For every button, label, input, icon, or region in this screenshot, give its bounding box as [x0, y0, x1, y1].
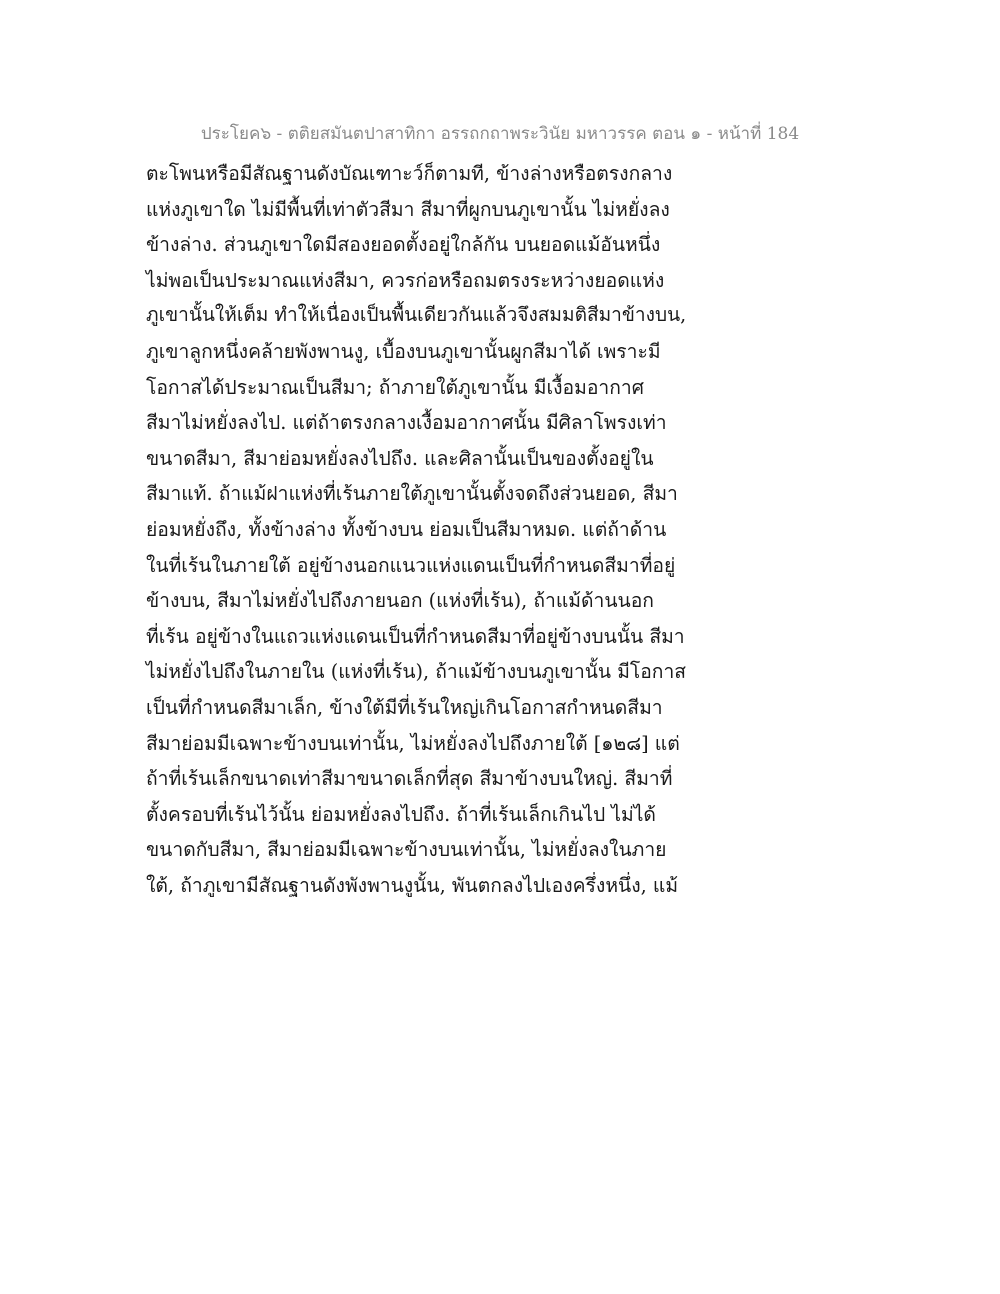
text-line: โอกาสได้ประมาณเป็นสีมา; ถ้าภายใต้ภูเขานั้น มีเงื้อมอากาศ	[146, 375, 644, 399]
text-line: ตะโพนหรือมีสัณฐานดังบัณเฑาะว์ก็ตามที, ข้างล่างหรือตรงกลาง	[146, 162, 673, 185]
text-line: ถ้าที่เร้นเล็กขนาดเท่าสีมาขนาดเล็กที่สุด สีมาข้างบนใหญ่. สีมาที่	[146, 767, 673, 791]
text-line: แห่งภูเขาใด ไม่มีพื้นที่เท่าตัวสีมา สีมาที่ผูกบนภูเขานั้น ไม่หยั่งลง	[146, 197, 670, 221]
text-line: ไม่พอเป็นประมาณแห่งสีมา, ควรก่อหรือถมตรงระหว่างยอดแห่ง	[146, 268, 665, 292]
text-line: ใต้, ถ้าภูเขามีสัณฐานดังพังพานงูนั้น, พันตกลงไปเองครึ่งหนึ่ง, แม้	[146, 873, 679, 897]
text-line: ในที่เร้นในภายใต้ อยู่ข้างนอกแนวแห่งแดนเป็นที่กำหนดสีมาที่อยู่	[146, 553, 676, 577]
text-line: สีมาไม่หยั่งลงไป. แต่ถ้าตรงกลางเงื้อมอากาศนั้น มีศิลาโพรงเท่า	[146, 411, 667, 435]
text-line: เป็นที่กำหนดสีมาเล็ก, ข้างใต้มีที่เร้นใหญ่เกินโอกาสกำหนดสีมา	[146, 695, 663, 719]
text-line: สีมาย่อมมีเฉพาะข้างบนเท่านั้น, ไม่หยั่งลงไปถึงภายใต้ [๑๒๘] แต่	[146, 731, 680, 755]
text-line: ที่เร้น อยู่ข้างในแถวแห่งแดนเป็นที่กำหนดสีมาที่อยู่ข้างบนนั้น สีมา	[146, 624, 685, 648]
text-line: ข้างบน, สีมาไม่หยั่งไปถึงภายนอก (แห่งที่เร้น), ถ้าแม้ด้านนอก	[146, 589, 654, 613]
text-line: ขนาดกับสีมา, สีมาย่อมมีเฉพาะข้างบนเท่านั้น, ไม่หยั่งลงในภาย	[146, 838, 667, 862]
text-line: ไม่หยั่งไปถึงในภายใน (แห่งที่เร้น), ถ้าแม้ข้างบนภูเขานั้น มีโอกาส	[146, 660, 687, 684]
page-header: ประโยค๖ - ตติยสมันตปาสาทิกา อรรถกถาพระวินัย มหาวรรค ตอน ๑ - หน้าที่ 184	[200, 124, 800, 144]
text-line: ภูเขาลูกหนึ่งคล้ายพังพานงู, เบื้องบนภูเขานั้นผูกสีมาได้ เพราะมี	[146, 339, 661, 363]
text-line: ตั้งครอบที่เร้นไว้นั้น ย่อมหยั่งลงไปถึง. ถ้าที่เร้นเล็กเกินไป ไม่ได้	[146, 802, 656, 826]
body-text	[146, 156, 706, 903]
text-line: ขนาดสีมา, สีมาย่อมหยั่งลงไปถึง. และศิลานั้นเป็นของตั้งอยู่ใน	[146, 446, 654, 470]
text-line: ภูเขานั้นให้เต็ม ทำให้เนื่องเป็นพื้นเดียวกันแล้วจึงสมมติสีมาข้างบน,	[146, 304, 687, 327]
text-line: ย่อมหยั่งถึง, ทั้งข้างล่าง ทั้งข้างบน ย่อมเป็นสีมาหมด. แต่ถ้าด้าน	[146, 517, 667, 541]
text-line: สีมาแท้. ถ้าแม้ฝาแห่งที่เร้นภายใต้ภูเขานั้นตั้งจดถึงส่วนยอด, สีมา	[146, 482, 678, 506]
text-line: ข้างล่าง. ส่วนภูเขาใดมีสองยอดตั้งอยู่ใกล้กัน บนยอดแม้อันหนึ่ง	[146, 233, 661, 257]
